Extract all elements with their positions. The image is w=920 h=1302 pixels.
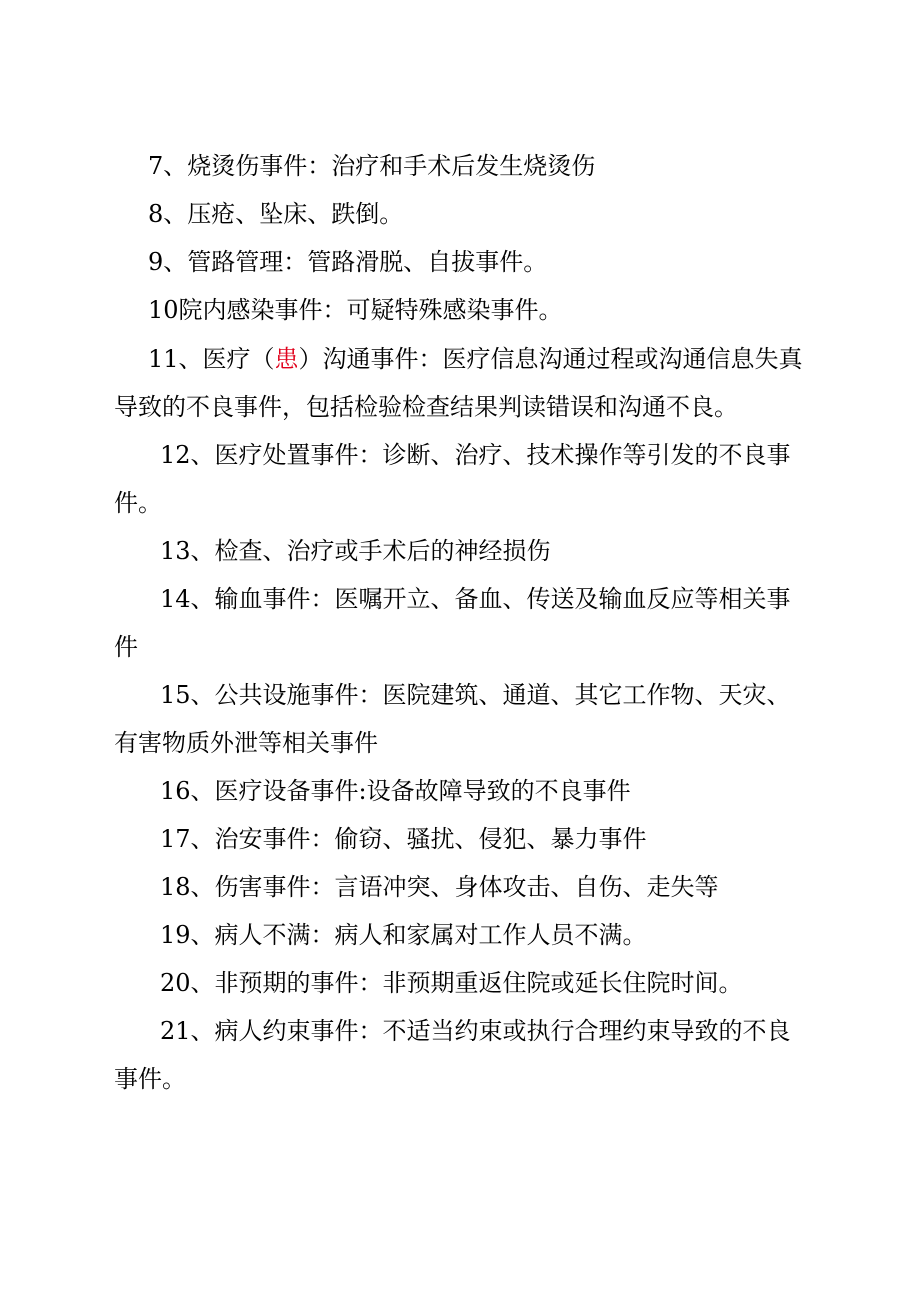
list-item-11-highlight: 患	[274, 345, 299, 373]
list-item-7: 7、烧烫伤事件：治疗和手术后发生烧烫伤	[148, 152, 596, 180]
list-item-12: 12、医疗处置事件：诊断、治疗、技术操作等引发的不良事件。	[114, 441, 791, 517]
list-item-11	[114, 335, 814, 431]
list-item-11-rest: ）沟通事件：医疗信息沟通过程或沟通信息失真导致的不良事件，包括检验检查结果判读错误和沟通不良。	[114, 345, 803, 421]
list-item-17: 17、治安事件：偷窃、骚扰、侵犯、暴力事件	[160, 825, 647, 853]
list-item-13: 13、检查、治疗或手术后的神经损伤	[160, 537, 551, 565]
list-item-20: 20、非预期的事件：非预期重返住院或延长住院时间。	[160, 969, 743, 997]
list-item-21: 21、病人约束事件：不适当约束或执行合理约束导致的不良事件。	[114, 1017, 791, 1093]
list-item-14: 14、输血事件：医嘱开立、备血、传送及输血反应等相关事件	[114, 585, 791, 661]
list-item-10: 10院内感染事件：可疑特殊感染事件。	[148, 296, 563, 324]
list-item-16: 16、医疗设备事件:设备故障导致的不良事件	[160, 777, 631, 805]
list-item-19: 19、病人不满：病人和家属对工作人员不满。	[160, 921, 647, 949]
list-item-8: 8、压疮、坠床、跌倒。	[148, 200, 404, 228]
list-item-11-prefix: 11、医疗（	[148, 345, 275, 373]
list-item-15: 15、公共设施事件：医院建筑、通道、其它工作物、天灾、有害物质外泄等相关事件	[114, 681, 791, 757]
list-item-9: 9、管路管理：管路滑脱、自拔事件。	[148, 248, 548, 276]
list-item-18: 18、伤害事件：言语冲突、身体攻击、自伤、走失等	[160, 873, 719, 901]
